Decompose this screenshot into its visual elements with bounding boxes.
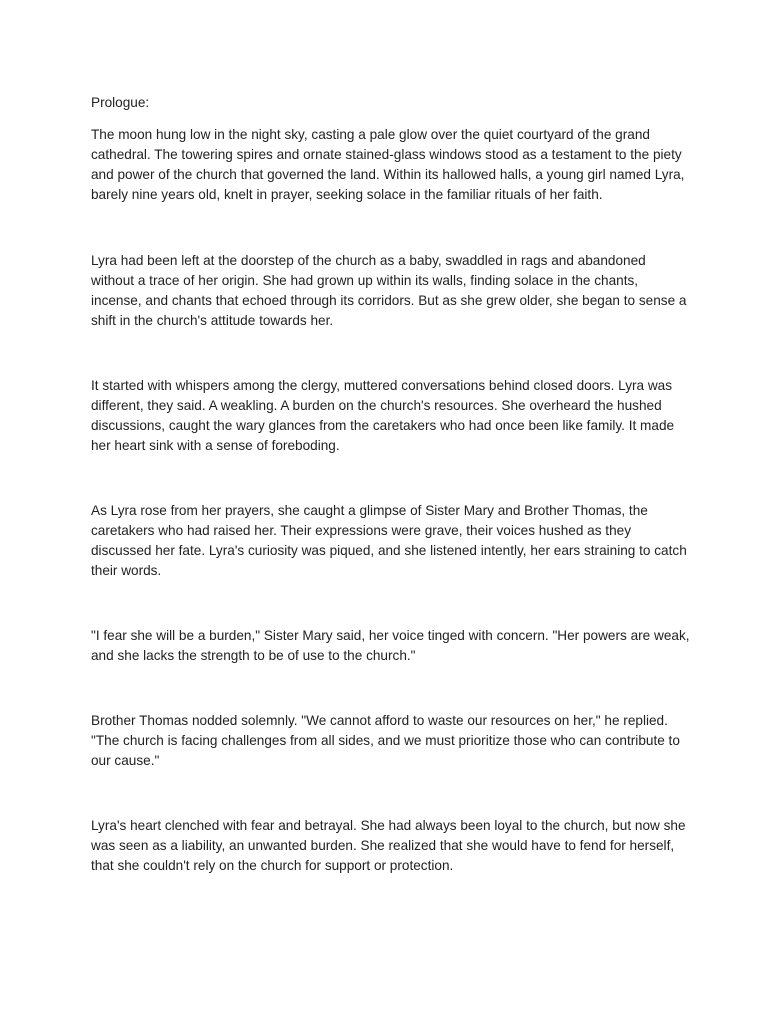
prologue-heading: Prologue:	[91, 95, 150, 110]
paragraph-6: Brother Thomas nodded solemnly. "We cannot afford to waste our resources on her," he replied. "The church is facing challenges from all sides, and we must prioritize those who can contribute to our cause."	[91, 713, 680, 768]
document-page	[91, 93, 691, 921]
paragraph-2: Lyra had been left at the doorstep of the church as a baby, swaddled in rags and abandoned without a trace of her origin. She had grown up within its walls, finding solace in the chants, incense, and chants that echoed through its corridors. But as she grew older, she began to sense a shift in the church's attitude towards her.	[91, 253, 687, 328]
paragraph-7: Lyra's heart clenched with fear and betrayal. She had always been loyal to the church, but now she was seen as a liability, an unwanted burden. She realized that she would have to fend for herself, that she couldn't rely on the church for support or protection.	[91, 818, 686, 873]
paragraph-3: It started with whispers among the clergy, muttered conversations behind closed doors. Lyra was different, they said. A weakling. A burden on the church's resources. She overheard the hushed discussions, caught the wary glances from the caretakers who had once been like family. It made her heart sink with a sense of foreboding.	[91, 378, 675, 453]
paragraph-4: As Lyra rose from her prayers, she caught a glimpse of Sister Mary and Brother Thomas, the caretakers who had raised her. Their expressions were grave, their voices hushed as they discussed her fate. Lyra's curiosity was piqued, and she listened intently, her ears straining to catch their words.	[91, 503, 687, 578]
paragraph-1: The moon hung low in the night sky, casting a pale glow over the quiet courtyard of the grand cathedral. The towering spires and ornate stained-glass windows stood as a testament to the piety and power of the church that governed the land. Within its hallowed halls, a young girl named Lyra, barely nine years old, knelt in prayer, seeking solace in the familiar rituals of her faith.	[91, 127, 685, 202]
paragraph-5: "I fear she will be a burden," Sister Mary said, her voice tinged with concern. "Her powers are weak, and she lacks the strength to be of use to the church."	[91, 628, 690, 663]
